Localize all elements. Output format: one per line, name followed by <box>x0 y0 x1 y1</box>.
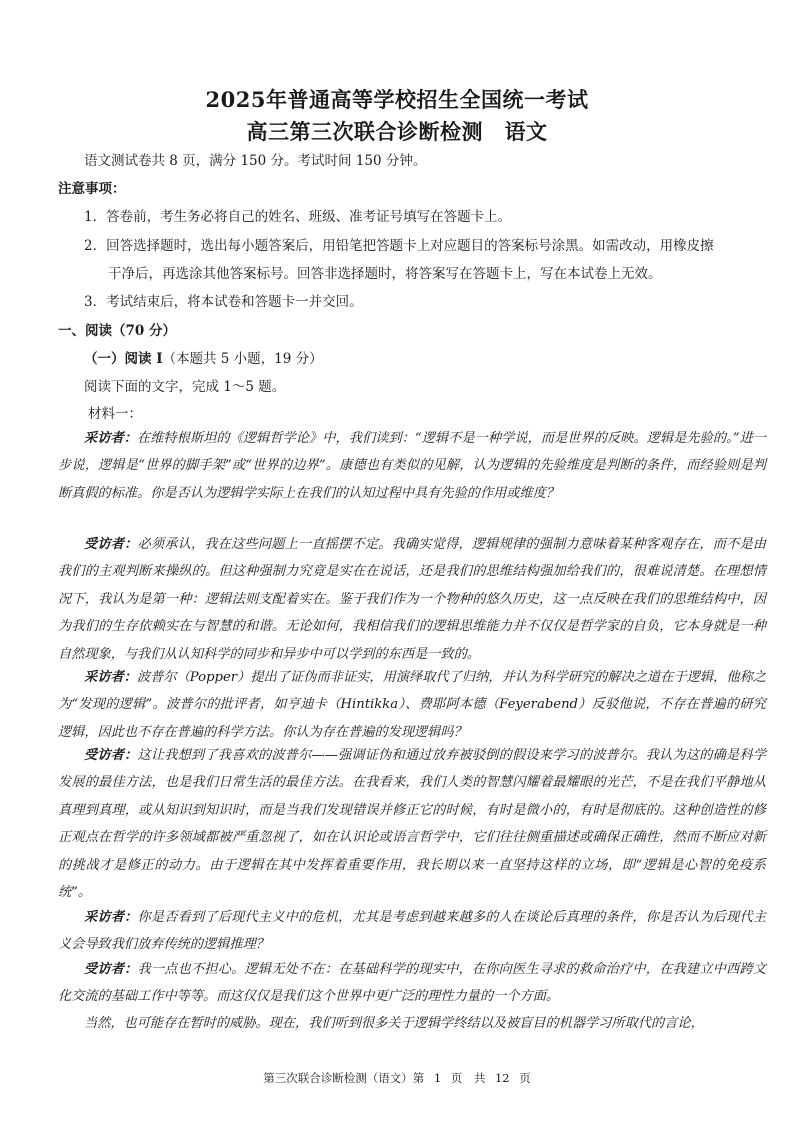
section-heading: 一、阅读（70 分） <box>58 323 176 339</box>
notice-heading: 注意事项： <box>58 181 126 197</box>
reading-instruction: 阅读下面的文字，完成 1～5 题。 <box>84 379 286 395</box>
material-label: 材料一： <box>88 406 142 422</box>
notice-item: 3．考试结束后，将本试卷和答题卡一并交回。 <box>84 294 363 310</box>
exam-intro: 语文测试卷共 8 页，满分 150 分。考试时间 150 分钟。 <box>84 153 427 169</box>
page-footer: 第三次联合诊断检测（语文）第 1 页 共 12 页 <box>263 1071 531 1085</box>
paragraph-text: 波普尔（Popper）提出了证伪而非证实，用演绎取代了归纳，并认为科学研究的解决之道在于逻辑，他称之为“发现的逻辑”。波普尔的批评者，如亨迪卡（Hintikka）、费耶阿本德（Feyerabend）反驳他说，不存在普遍的研究逻辑，因此也不存在普遍的科学方法。你认为存在普遍的发现逻辑吗？ <box>58 670 766 740</box>
speaker-label: 受访者： <box>84 537 138 552</box>
exam-title: 2025年普通高等学校招生全国统一考试 <box>205 87 589 112</box>
notice-item-continued: 干净后，再选涂其他答案标号。回答非选择题时，将答案写在答题卡上，写在本试卷上无效。 <box>108 266 662 282</box>
interview-paragraph <box>58 531 766 669</box>
paragraph-text: 我一点也不担心。逻辑无处不在：在基础科学的现实中，在你向医生寻求的救命治疗中，在我建立中西跨文化交流的基础工作中等等。而这仅仅是我们这个世界中更广泛的理性力量的一个方面。 <box>58 962 767 1005</box>
paragraph-text: 必须承认，我在这些问题上一直摇摆不定。我确实觉得，逻辑规律的强制力意味着某种客观存在，而不是由我们的主观判断来操纵的。但这种强制力究竟是实在在说话，还是我们的思维结构强加给我们的，很难说清楚。在理想情况下，我认为是第一种：逻辑法则支配着实在。鉴于我们作为一个物种的悠久历史，这一点反映在我们的思维结构中，因为我们的生存依赖实在与智慧的和谐。无论如何，我相信我们的逻辑思维能力并不仅仅是哲学家的自负，它本身就是一种自然现象，与我们从认知科学的同步和异步中可以学到的东西是一致的。 <box>58 537 767 662</box>
speaker-label: 受访者： <box>84 962 138 977</box>
exam-subtitle: 高三第三次联合诊断检测 语文 <box>246 119 548 144</box>
interview-paragraph <box>58 904 766 960</box>
interview-paragraph <box>58 956 766 1012</box>
paragraph-text: 当然，也可能存在暂时的威胁。现在，我们听到很多关于逻辑学终结以及被盲目的机器学习所取代的言论， <box>84 1016 704 1031</box>
notice-item: 1．答卷前，考生务必将自己的姓名、班级、准考证号填写在答题卡上。 <box>84 209 512 225</box>
speaker-label: 采访者： <box>84 431 137 446</box>
paragraph-text: 这让我想到了我喜欢的波普尔——强调证伪和通过放弃被驳倒的假设来学习的波普尔。我认为这的确是科学发展的最佳方法，也是我们日常生活的最佳方法。在我看来，我们人类的智慧闪耀着最耀眼的光芒，不是在我们平静地从真理到真理，或从知识到知识时，而是当我们发现错误并修正它的时候，有时是微小的，有时是彻底的。这种创造性的修正观点在哲学的许多领域都被严重忽视了，如在认识论或语言哲学中，它们往往侧重描述或确保正确性，然而不断应对新的挑战才是修正的动力。由于逻辑在其中发挥着重要作用，我长期以来一直坚持这样的立场，即“逻辑是心智的免疫系统”。 <box>58 748 767 901</box>
speaker-label: 采访者： <box>84 670 137 685</box>
speaker-label: 采访者： <box>84 910 138 925</box>
interview-paragraph <box>58 664 766 748</box>
paragraph-text: 你是否看到了后现代主义中的危机，尤其是考虑到越来越多的人在谈论后真理的条件，你是否认为后现代主义会导致我们放弃传统的逻辑推理？ <box>58 910 767 953</box>
sub-section-note: （本题共 5 小题，19 分） <box>162 351 323 367</box>
interview-paragraph <box>58 425 766 535</box>
sub-section-heading <box>84 350 323 368</box>
speaker-label: 受访者： <box>84 748 138 763</box>
notice-item: 2．回答选择题时，选出每小题答案后，用铅笔把答题卡上对应题目的答案标号涂黑。如需改动，用橡皮擦 <box>84 238 714 254</box>
paragraph-text: 在维特根斯坦的《逻辑哲学论》中，我们读到：“逻辑不是一种学说，而是世界的反映。逻辑是先验的。”进一步说，逻辑是“世界的脚手架”或“世界的边界”。康德也有类似的见解，认为逻辑的先验维度是判断的条件，而经验则是判断真假的标准。你是否认为逻辑学实际上在我们的认知过程中具有先验的作用或维度？ <box>58 431 766 501</box>
sub-section-title: （一）阅读 I <box>84 351 163 367</box>
interview-paragraph <box>58 742 767 901</box>
interview-paragraph <box>58 1010 766 1038</box>
